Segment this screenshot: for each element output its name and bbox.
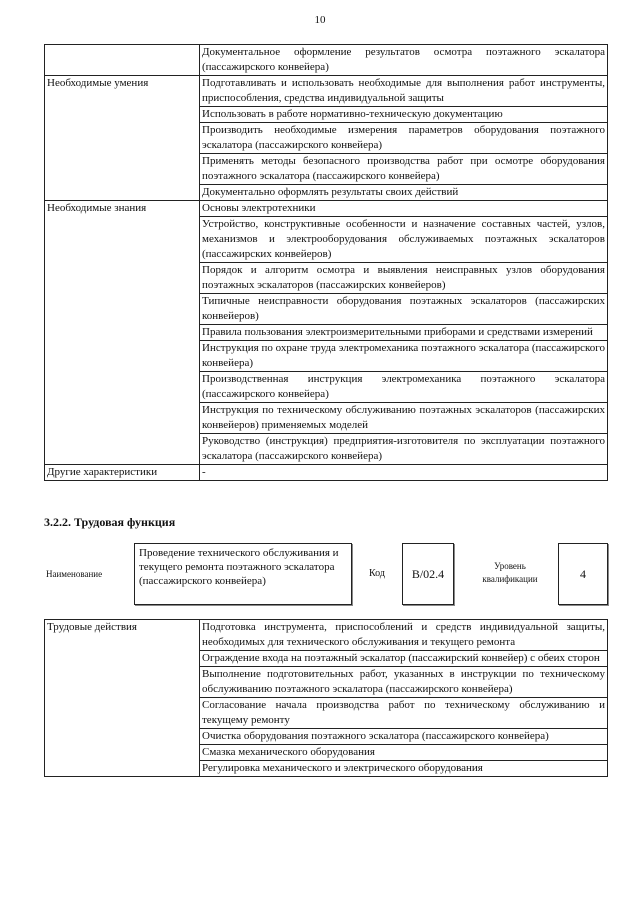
row-label (45, 45, 200, 76)
knowledge-skills-table (44, 44, 608, 481)
row-label-knowledge: Необходимые знания (45, 201, 200, 465)
row-text: Инструкция по техническому обслуживанию поэтажных эскалаторов (пассажирских конвейеров) применяемых моделей (200, 403, 608, 434)
row-text: Подготавливать и использовать необходимые для выполнения работ инструменты, приспособления, средства индивидуальной защиты (200, 76, 608, 107)
function-name-box (134, 543, 352, 605)
table-row (45, 465, 608, 481)
row-text: Регулировка механического и электрического оборудования (200, 761, 608, 777)
table-row (45, 76, 608, 107)
row-text: - (200, 465, 608, 481)
name-label: Наименование (46, 569, 103, 579)
code-value-box (402, 543, 454, 605)
row-text: Производить необходимые измерения параметров оборудования поэтажного эскалатора (пассажирского конвейера) (200, 123, 608, 154)
row-text: Правила пользования электроизмерительными приборами и средствами измерений (200, 325, 608, 341)
table-row (45, 45, 608, 76)
row-text: Основы электротехники (200, 201, 608, 217)
function-name-value: Проведение технического обслуживания и текущего ремонта поэтажного эскалатора (пассажирского конвейера) (139, 547, 339, 587)
code-label: Код (369, 568, 385, 579)
table-row (45, 201, 608, 217)
level-value-box (558, 543, 608, 605)
level-value: 4 (580, 566, 586, 581)
table-row (45, 620, 608, 651)
row-text: Руководство (инструкция) предприятия-изготовителя по эксплуатации поэтажного эскалатора (пассажирского конвейера) (200, 434, 608, 465)
row-label-other: Другие характеристики (45, 465, 200, 481)
row-text: Ограждение входа на поэтажный эскалатор (пассажирский конвейер) с обеих сторон (200, 651, 608, 667)
row-label-skills: Необходимые умения (45, 76, 200, 201)
row-text: Документальное оформление результатов осмотра поэтажного эскалатора (пассажирского конвейера) (200, 45, 608, 76)
row-text: Документально оформлять результаты своих действий (200, 185, 608, 201)
labor-actions-table (44, 619, 608, 777)
row-text: Устройство, конструктивные особенности и назначение составных частей, узлов, механизмов и электрооборудования обслуживаемых поэтажных эскалаторов (пассажирских конвейеров) (200, 217, 608, 263)
row-text: Подготовка инструмента, приспособлений и средств индивидуальной защиты, необходимых для технического обслуживания и текущего ремонта (200, 620, 608, 651)
row-text: Инструкция по охране труда электромеханика поэтажного эскалатора (пассажирского конвейера) (200, 341, 608, 372)
row-text: Выполнение подготовительных работ, указанных в инструкции по техническому обслуживанию поэтажного эскалатора (пассажирского конвейера) (200, 667, 608, 698)
row-text: Типичные неисправности оборудования поэтажных эскалаторов (пассажирских конвейеров) (200, 294, 608, 325)
row-text: Применять методы безопасного производства работ при осмотре оборудования поэтажного эскалатора (пассажирского конвейера) (200, 154, 608, 185)
row-text: Производственная инструкция электромеханика поэтажного эскалатора (пассажирского конвейера) (200, 372, 608, 403)
level-label: Уровень квалификации (482, 561, 538, 584)
page-number: 10 (314, 14, 326, 26)
row-label-actions: Трудовые действия (45, 620, 200, 777)
row-text: Порядок и алгоритм осмотра и выявления неисправных узлов оборудования поэтажных эскалаторов (пассажирских конвейеров) (200, 263, 608, 294)
row-text: Использовать в работе нормативно-техническую документацию (200, 107, 608, 123)
code-value: B/02.4 (411, 566, 445, 581)
row-text: Очистка оборудования поэтажного эскалатора (пассажирского конвейера) (200, 729, 608, 745)
row-text: Согласование начала производства работ по техническому обслуживанию и текущему ремонту (200, 698, 608, 729)
section-title: 3.2.2. Трудовая функция (44, 515, 176, 529)
row-text: Смазка механического оборудования (200, 745, 608, 761)
